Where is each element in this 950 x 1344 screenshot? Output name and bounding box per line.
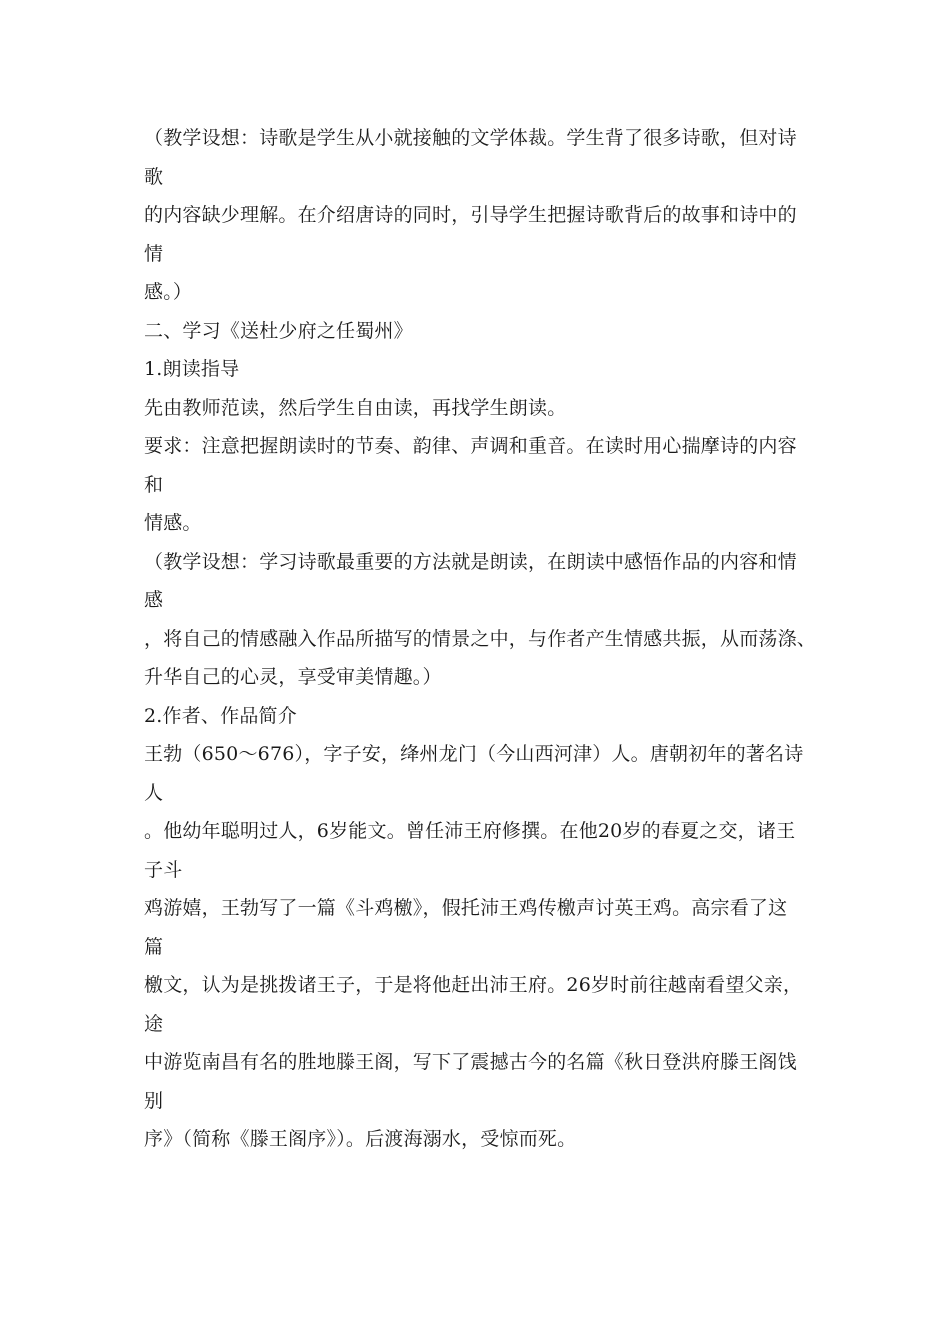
text-line: 人 <box>144 781 164 804</box>
text-line: 的内容缺少理解。在介绍唐诗的同时，引导学生把握诗歌背后的故事和诗中的 <box>144 204 797 226</box>
text-line: 王勃（650～676），字子安，绛州龙门（今山西河津）人。唐朝初年的著名诗 <box>144 743 804 765</box>
text-line: 感 <box>144 589 164 611</box>
text-line: （教学设想：诗歌是学生从小就接触的文学体裁。学生背了很多诗歌，但对诗 <box>144 127 797 149</box>
subsection-heading: 1.朗读指导 <box>144 358 240 380</box>
text-line: 子斗 <box>144 858 183 881</box>
text-line: 情感。 <box>144 512 202 534</box>
text-line: 感。） <box>144 281 193 303</box>
subsection-heading: 2.作者、作品简介 <box>144 704 297 727</box>
text-line: （教学设想：学习诗歌最重要的方法就是朗读，在朗读中感悟作品的内容和情 <box>144 550 797 573</box>
text-line: 檄文，认为是挑拨诸王子，于是将他赶出沛王府。26岁时前往越南看望父亲， <box>144 974 803 996</box>
text-line: 篇 <box>144 935 164 958</box>
text-line: 。他幼年聪明过人，6岁能文。曾任沛王府修撰。在他20岁的春夏之交，诸王 <box>144 820 796 842</box>
text-line: 先由教师范读，然后学生自由读，再找学生朗读。 <box>144 396 567 419</box>
text-line: 鸡游嬉，王勃写了一篇《斗鸡檄》，假托沛王鸡传檄声讨英王鸡。高宗看了这 <box>144 897 788 919</box>
text-line: 中游览南昌有名的胜地滕王阁，写下了震撼古今的名篇《秋日登洪府滕王阁饯 <box>144 1051 797 1073</box>
text-line: ，将自己的情感融入作品所描写的情景之中，与作者产生情感共振，从而荡涤、 <box>144 627 817 650</box>
text-line: 和 <box>144 473 164 496</box>
section-heading: 二、学习《送杜少府之任蜀州》 <box>144 319 413 342</box>
text-line: 升华自己的心灵，享受审美情趣。） <box>144 666 442 688</box>
document-body <box>144 119 824 1159</box>
text-line: 情 <box>144 242 164 265</box>
text-line: 歌 <box>144 165 164 188</box>
text-line: 途 <box>144 1012 164 1035</box>
text-line: 要求：注意把握朗读时的节奏、韵律、声调和重音。在读时用心揣摩诗的内容 <box>144 435 797 457</box>
text-line: 序》（简称《滕王阁序》）。后渡海溺水，受惊而死。 <box>144 1128 577 1150</box>
text-line: 别 <box>144 1089 164 1112</box>
